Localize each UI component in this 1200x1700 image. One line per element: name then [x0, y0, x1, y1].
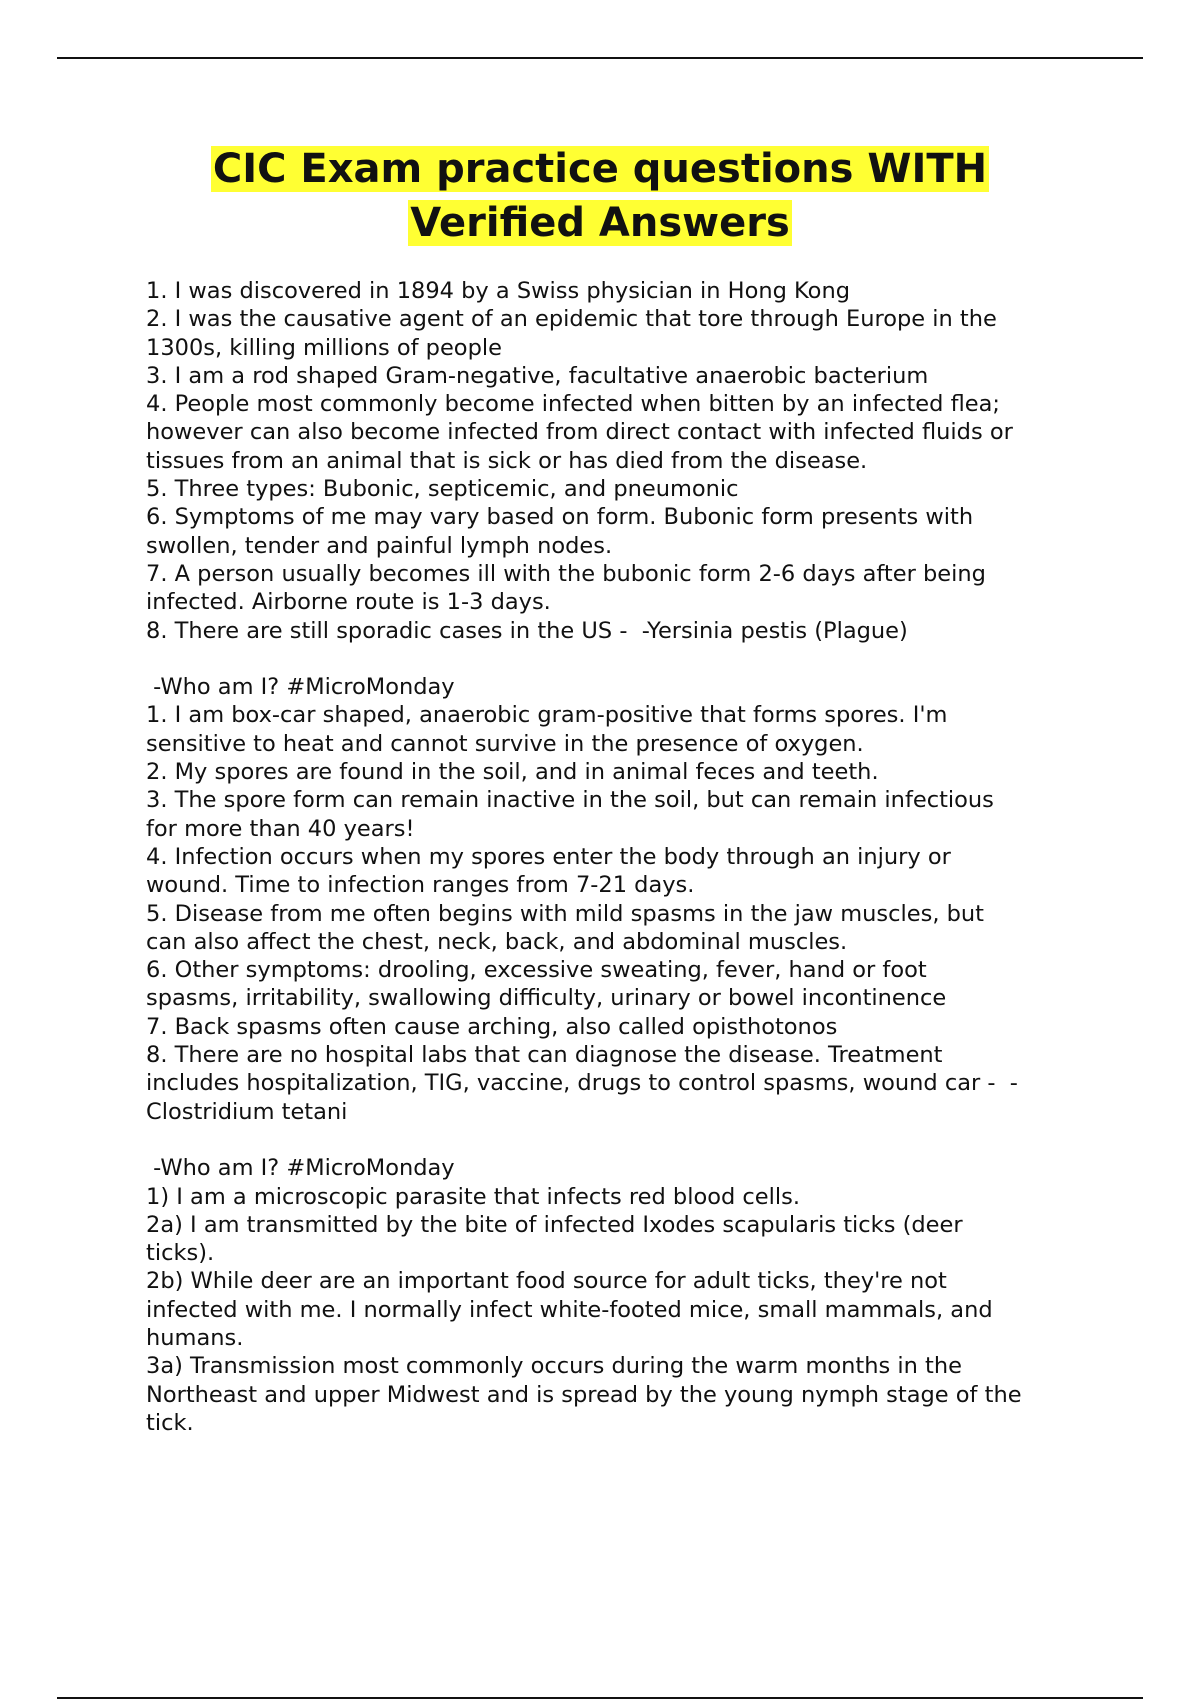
text-line: 2. I was the causative agent of an epidemic that tore through Europe in the — [146, 306, 997, 333]
text-line: 8. There are still sporadic cases in the US - -Yersinia pestis (Plague) — [146, 617, 908, 644]
text-line: infected with me. I normally infect white-footed mice, small mammals, and — [146, 1296, 993, 1323]
text-line: -Who am I? #MicroMonday — [146, 674, 455, 701]
text-line: infected. Airborne route is 1-3 days. — [146, 589, 551, 616]
text-line: can also affect the chest, neck, back, and abdominal muscles. — [146, 928, 848, 955]
text-line: -Who am I? #MicroMonday — [146, 1155, 455, 1182]
text-line: 2. My spores are found in the soil, and in animal feces and teeth. — [146, 759, 879, 786]
title-line-1: CIC Exam practice questions WITH — [212, 146, 988, 192]
text-line: Clostridium tetani — [146, 1098, 348, 1125]
text-line: 1) I am a microscopic parasite that infects red blood cells. — [146, 1183, 801, 1210]
text-line — [146, 645, 1106, 673]
text-line: 7. A person usually becomes ill with the bubonic form 2-6 days after being — [146, 560, 986, 587]
text-line: Northeast and upper Midwest and is spread by the young nymph stage of the — [146, 1381, 1022, 1408]
text-line: sensitive to heat and cannot survive in the presence of oxygen. — [146, 730, 864, 757]
text-line: 6. Other symptoms: drooling, excessive sweating, fever, hand or foot — [146, 957, 927, 984]
text-line: 6. Symptoms of me may vary based on form. Bubonic form presents with — [146, 504, 974, 531]
document-title — [57, 142, 1143, 250]
text-line: 1300s, killing millions of people — [146, 334, 502, 361]
text-line: tick. — [146, 1409, 194, 1436]
text-line: 1. I am box-car shaped, anaerobic gram-positive that forms spores. I'm — [146, 702, 948, 729]
text-line: 5. Three types: Bubonic, septicemic, and pneumonic — [146, 476, 739, 503]
title-line-2: Verified Answers — [410, 200, 790, 246]
text-line: swollen, tender and painful lymph nodes. — [146, 532, 613, 559]
text-line: however can also become infected from direct contact with infected fluids or — [146, 419, 1013, 446]
text-line: 4. Infection occurs when my spores enter the body through an injury or — [146, 843, 951, 870]
text-line: 3. The spore form can remain inactive in the soil, but can remain infectious — [146, 787, 994, 814]
text-line: 8. There are no hospital labs that can diagnose the disease. Treatment — [146, 1042, 943, 1069]
text-line: 7. Back spasms often cause arching, also called opisthotonos — [146, 1013, 838, 1040]
top-rule — [57, 57, 1143, 59]
text-line: for more than 40 years! — [146, 815, 415, 842]
text-line: 4. People most commonly become infected when bitten by an infected flea; — [146, 391, 1000, 418]
text-line: ticks). — [146, 1240, 215, 1267]
text-line: 3a) Transmission most commonly occurs during the warm months in the — [146, 1353, 962, 1380]
text-line: 1. I was discovered in 1894 by a Swiss physician in Hong Kong — [146, 278, 850, 304]
text-line: wound. Time to infection ranges from 7-21 days. — [146, 872, 695, 899]
text-line: tissues from an animal that is sick or has died from the disease. — [146, 447, 868, 474]
text-line: 5. Disease from me often begins with mild spasms in the jaw muscles, but — [146, 900, 984, 927]
text-line — [146, 1126, 1106, 1154]
text-line: 2b) While deer are an important food source for adult ticks, they're not — [146, 1268, 947, 1295]
text-line: humans. — [146, 1324, 244, 1351]
text-line: 3. I am a rod shaped Gram-negative, facultative anaerobic bacterium — [146, 362, 929, 389]
text-line: spasms, irritability, swallowing difficulty, urinary or bowel incontinence — [146, 985, 947, 1012]
text-line: 2a) I am transmitted by the bite of infected Ixodes scapularis ticks (deer — [146, 1211, 963, 1238]
document-body — [146, 277, 1106, 1437]
bottom-rule — [57, 1697, 1143, 1699]
text-line: includes hospitalization, TIG, vaccine, drugs to control spasms, wound car - - — [146, 1070, 1018, 1097]
